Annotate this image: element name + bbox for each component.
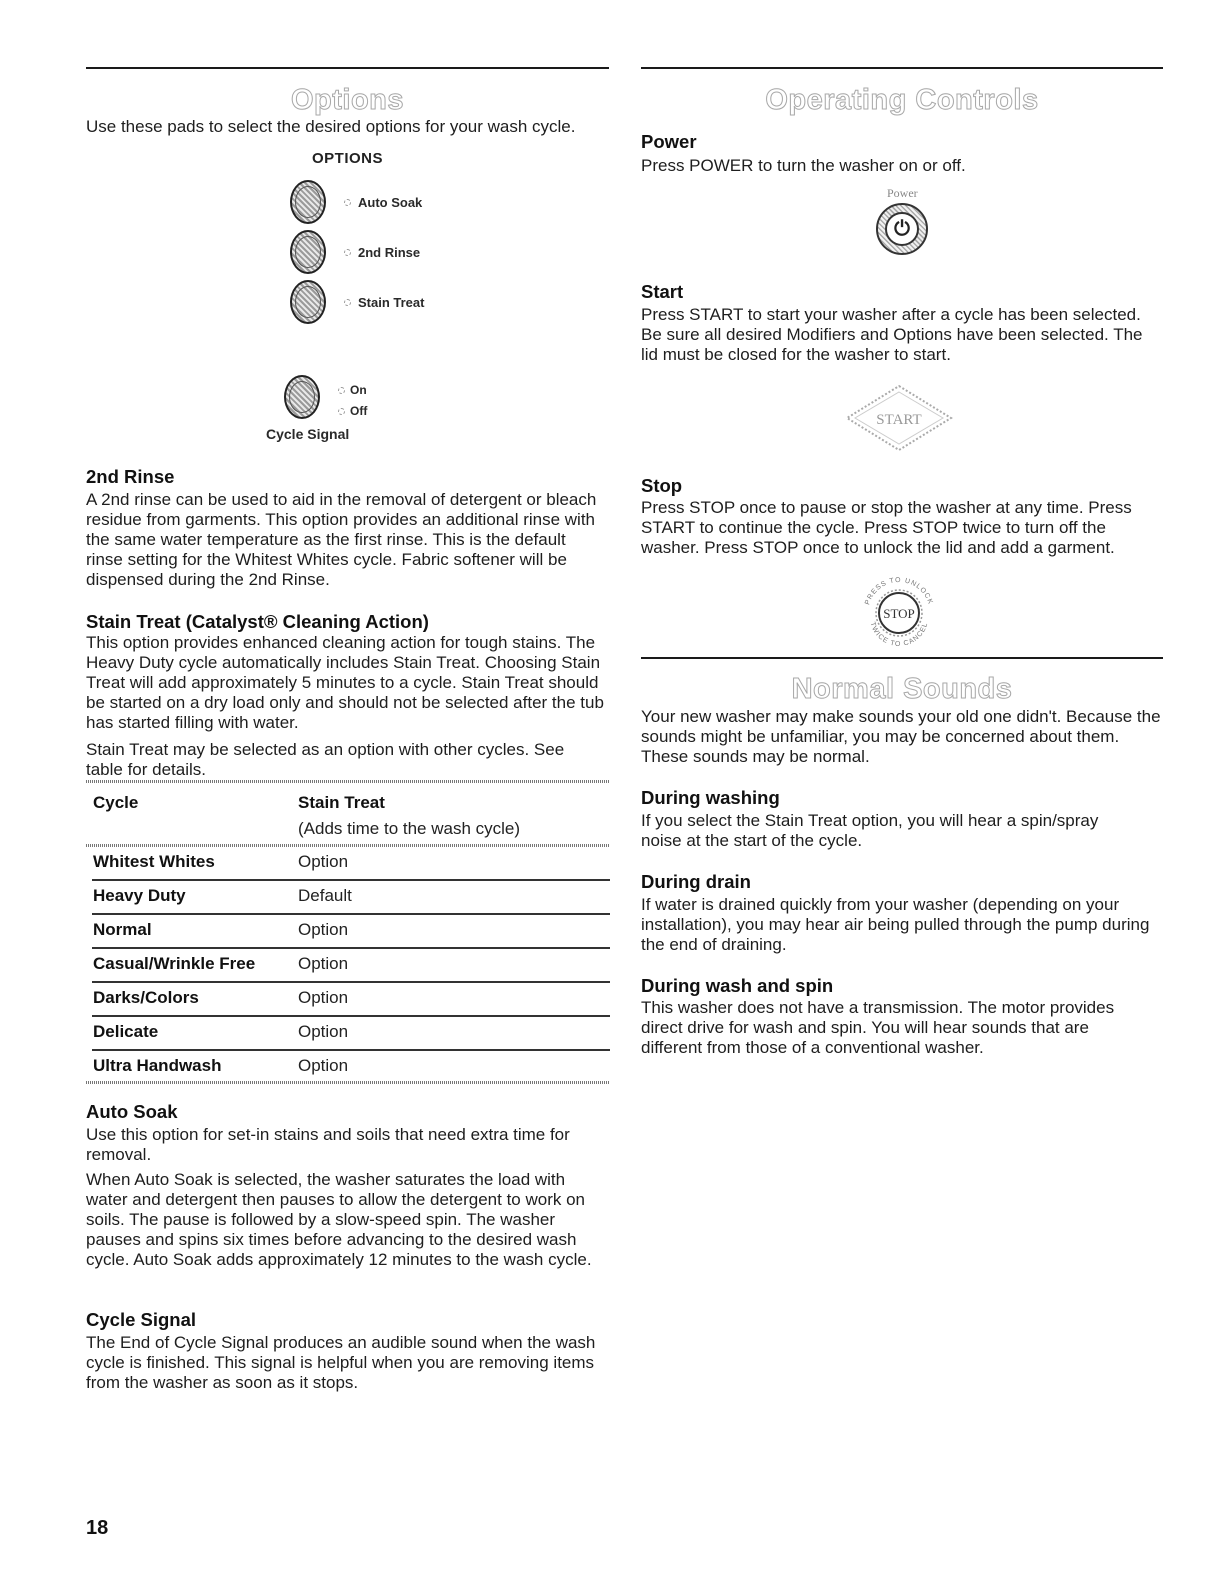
table-bottom-border (86, 1081, 610, 1084)
sounds-rule (641, 657, 1163, 659)
stain-treat-table (86, 780, 610, 1085)
options-title: Options (290, 84, 405, 116)
top-rule-left (86, 67, 609, 69)
stain-treat-pad[interactable] (290, 280, 326, 324)
stain-treat-label: Stain Treat (358, 295, 425, 310)
stop-text: Press STOP once to pause or stop the washer at any time. Press START to continue the cycle. Press STOP twice to turn off the washer. Press STOP once to unlock the lid and add a garment. (641, 498, 1132, 557)
table-row-value: Option (298, 852, 349, 871)
stop-arc-top-label: PRESS TO UNLOCK (864, 576, 934, 606)
options-panel (86, 140, 609, 450)
table-row-divider (92, 879, 610, 881)
table-row-value: Option (298, 1056, 349, 1075)
table-top-border (86, 780, 610, 783)
stop-heading: Stop (641, 475, 683, 496)
top-rule-right (641, 67, 1163, 69)
table-row-value: Option (298, 988, 349, 1007)
stain-treat-text-2: Stain Treat may be selected as an option with other cycles. See table for details. (86, 740, 565, 779)
table-row-cycle: Heavy Duty (93, 886, 186, 905)
left-column (86, 0, 609, 1500)
start-button[interactable] (844, 383, 954, 453)
table-row-cycle: Darks/Colors (93, 988, 199, 1007)
power-heading: Power (641, 131, 697, 152)
cycle-signal-heading: Cycle Signal (86, 1309, 197, 1330)
auto-soak-heading: Auto Soak (86, 1101, 178, 1122)
stain-treat-text-1: This option provides enhanced cleaning action for tough stains. The Heavy Duty cycle automatically includes Stain Treat. Choosing Stain Treat will add approximately 5 minutes to a cycle. Stain Treat should be started on a dry load only and should not be selected after the tub has started filling with water. (86, 633, 604, 732)
table-row-divider (92, 981, 610, 983)
normal-sounds-intro: Your new washer may make sounds your old one didn't. Because the sounds might be unfamiliar, you may be concerned about them. These sounds may be normal. (641, 707, 1161, 766)
table-row-cycle: Delicate (93, 1022, 159, 1041)
table-row-value: Option (298, 954, 349, 973)
table-row-divider (92, 1049, 610, 1051)
stain-treat-heading: Stain Treat (Catalyst® Cleaning Action) (86, 611, 429, 632)
signal-on-label: On (350, 383, 367, 397)
power-icon-label: Power (887, 186, 918, 200)
during-wash-spin-heading: During wash and spin (641, 975, 834, 996)
second-rinse-pad[interactable] (290, 230, 326, 274)
stop-arc-bottom-label: TWICE TO CANCEL (868, 621, 930, 649)
table-row-divider (92, 913, 610, 915)
auto-soak-text-1: Use this option for set-in stains and soils that need extra time for removal. (86, 1125, 570, 1164)
table-row-cycle: Normal (93, 920, 152, 939)
cycle-signal-pad[interactable] (284, 375, 320, 419)
right-column (641, 0, 1163, 1100)
cycle-signal-text: The End of Cycle Signal produces an audible sound when the wash cycle is finished. This signal is helpful when you are removing items from the washer as soon as it stops. (86, 1333, 596, 1392)
table-header-stain-treat: Stain Treat (298, 793, 385, 812)
start-text: Press START to start your washer after a cycle has been selected. Be sure all desired Modifiers and Options have been selected. The lid must be closed for the washer to start. (641, 305, 1143, 364)
second-rinse-label: 2nd Rinse (358, 245, 421, 260)
options-intro: Use these pads to select the desired options for your wash cycle. (86, 117, 576, 136)
cycle-signal-label: Cycle Signal (266, 426, 350, 442)
table-row-divider (92, 947, 610, 949)
auto-soak-label: Auto Soak (358, 195, 423, 210)
table-row-cycle: Casual/Wrinkle Free (93, 954, 256, 973)
page-number: 18 (86, 1517, 109, 1539)
stain-treat-led-icon (344, 299, 351, 306)
table-row-value: Option (298, 1022, 349, 1041)
power-text: Press POWER to turn the washer on or off. (641, 156, 966, 175)
table-row-cycle: Ultra Handwash (93, 1056, 222, 1075)
start-heading: Start (641, 281, 684, 302)
second-rinse-heading: 2nd Rinse (86, 466, 175, 487)
stop-button[interactable] (854, 568, 944, 658)
table-header-cycle: Cycle (93, 793, 139, 812)
table-row-cycle: Whitest Whites (93, 852, 215, 871)
power-button[interactable] (876, 203, 928, 255)
table-row-value: Default (298, 886, 352, 905)
options-panel-title: OPTIONS (311, 150, 383, 167)
start-icon-label: START (876, 412, 922, 428)
auto-soak-pad[interactable] (290, 180, 326, 224)
signal-off-label: Off (350, 404, 368, 418)
second-rinse-led-icon (344, 249, 351, 256)
power-icon: ⏻ (885, 212, 919, 246)
stop-icon-label: STOP (883, 606, 915, 621)
table-row-divider (92, 1015, 610, 1017)
during-washing-text: If you select the Stain Treat option, you will hear a spin/spray noise at the start of the cycle. (641, 811, 1099, 850)
during-washing-heading: During washing (641, 787, 780, 808)
table-row-value: Option (298, 920, 349, 939)
signal-off-led-icon (338, 408, 345, 415)
during-drain-text: If water is drained quickly from your washer (depending on your installation), you may hear air being pulled through the pump during the end of draining. (641, 895, 1150, 954)
second-rinse-text: A 2nd rinse can be used to aid in the removal of detergent or bleach residue from garments. This option provides an additional rinse with the same water temperature as the first rinse. This is the default rinse setting for the Whitest Whites cycle. Fabric softener will be dispensed during the 2nd Rinse. (86, 490, 597, 589)
during-wash-spin-text: This washer does not have a transmission. The motor provides direct drive for wash and spin. You will hear sounds that are different from those of a conventional washer. (641, 998, 1115, 1057)
table-header-subtitle: (Adds time to the wash cycle) (298, 819, 521, 838)
normal-sounds-title: Normal Sounds (791, 673, 1013, 705)
auto-soak-text-2: When Auto Soak is selected, the washer saturates the load with water and detergent then pauses to allow the detergent to work on soils. The pause is followed by a slow-speed spin. The washer pauses and spins six times before advancing to the desired wash cycle. Auto Soak adds approximately 12 minutes to the wash cycle. (86, 1170, 592, 1269)
auto-soak-led-icon (344, 199, 351, 206)
table-header-border (86, 844, 610, 847)
operating-controls-title: Operating Controls (765, 84, 1039, 116)
signal-on-led-icon (338, 387, 345, 394)
during-drain-heading: During drain (641, 871, 751, 892)
